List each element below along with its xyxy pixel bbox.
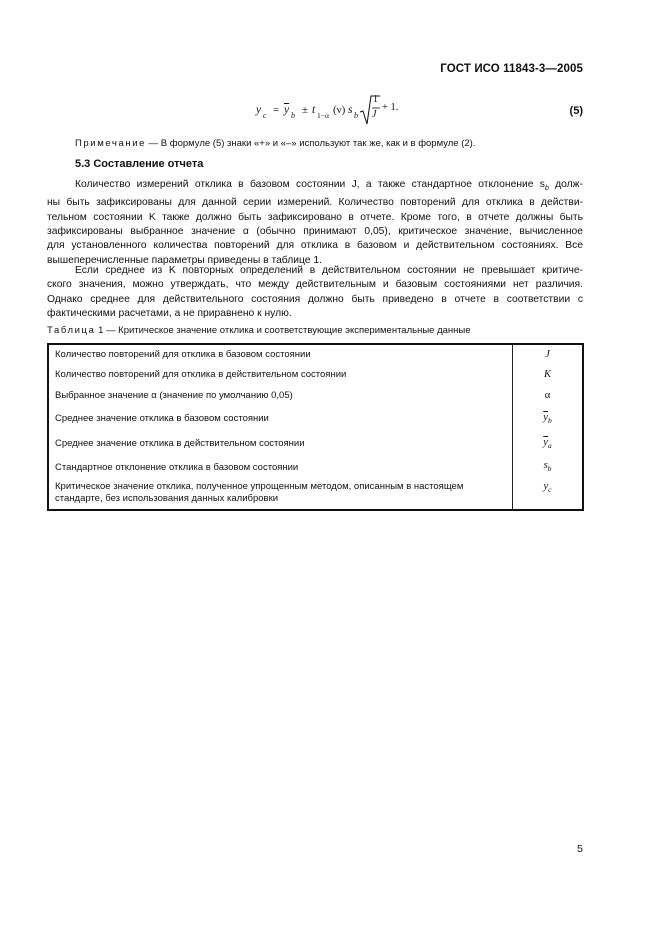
table-row xyxy=(48,478,583,510)
table-cell-symbol: $\overline{y}_b$ xyxy=(513,406,584,431)
formula-t: t xyxy=(312,104,316,116)
note xyxy=(75,138,475,149)
table-cell-desc: Критическое значение отклика, полученное упрощенным методом, описанным в настоящем стандарте, без использования данных калибровки xyxy=(48,478,513,510)
formula-eq: = xyxy=(273,104,280,116)
table-cell-desc: Количество повторений для отклика в базовом состоянии xyxy=(48,344,513,364)
paragraph-line: зафиксированы выбранное значение α (обычно принимают 0,05), критическое значение, вычисленное xyxy=(47,225,583,237)
paragraph-line: тельном состоянии K также должно быть зафиксировано в отчете. Кроме того, в отчете должны быть xyxy=(47,211,583,223)
formula-den: J xyxy=(372,109,377,120)
table-cell-desc: Стандартное отклонение отклика в базовом состоянии xyxy=(48,456,513,478)
formula-sub-b: b xyxy=(291,111,295,120)
table-row xyxy=(48,456,583,478)
note-label: Примечание xyxy=(75,138,146,149)
paragraph-line: Если среднее из K повторных определений в действительном состоянии не превышает критиче- xyxy=(75,265,583,276)
paragraph-line: Количество измерений отклика в базовом состоянии J, а также стандартное отклонение $s_b$ долж- xyxy=(75,179,583,193)
table-cell-desc: Среднее значение отклика в действительном состоянии xyxy=(48,431,513,456)
table-caption-text: 1 — Критическое значение отклика и соответствующие экспериментальные данные xyxy=(95,325,471,336)
formula-s: s xyxy=(348,104,353,116)
paragraph-line: ского значения, можно утверждать, что между действительным и базовым состояниями нет различия. xyxy=(47,279,583,291)
formula-sub-s: b xyxy=(354,111,358,120)
formula-plus-one: + 1. xyxy=(382,102,399,113)
table-cell-symbol: $\overline{y}_a$ xyxy=(513,431,584,456)
formula-pm: ± xyxy=(302,104,309,116)
page-number: 5 xyxy=(577,843,583,855)
table-cell-symbol: K xyxy=(513,364,584,384)
formula-sub-t: 1−α xyxy=(317,111,329,120)
paragraph-line: вышеперечисленные параметры приведены в таблице 1. xyxy=(47,254,322,266)
section-title: 5.3 Составление отчета xyxy=(75,158,204,170)
paragraph-2 xyxy=(47,264,583,321)
paragraph-line: ны быть зафиксированы для данной серии измерений. Количество повторений для отклика в действи- xyxy=(47,197,583,209)
table-cell-symbol: J xyxy=(513,344,584,364)
table-cell-desc: Количество повторений для отклика в действительном состоянии xyxy=(48,364,513,384)
formula-sub-c: c xyxy=(263,111,267,120)
standard-header: ГОСТ ИСО 11843-3—2005 xyxy=(440,63,583,75)
table-row xyxy=(48,406,583,431)
paragraph-1 xyxy=(47,178,583,268)
paragraph-line: для установленного количества повторений для отклика в базовом и действительном состояниях. Все xyxy=(47,240,583,252)
formula-num: 1 xyxy=(373,94,378,105)
table-row xyxy=(48,364,583,384)
note-text: — В формуле (5) знаки «+» и «–» используют так же, как и в формуле (2). xyxy=(146,138,476,149)
table-caption-label: Таблица xyxy=(47,325,96,336)
formula-ybar: $\overline{y}$ xyxy=(284,104,290,116)
paragraph-line: Однако среднее для действительного состояния должно быть приведено в отчете в соответствии с xyxy=(47,293,583,305)
table-cell-desc: Выбранное значение α (значение по умолчанию 0,05) xyxy=(48,384,513,406)
formula-nu: (ν) xyxy=(333,104,346,116)
table-caption xyxy=(47,325,471,336)
critical-value-table xyxy=(47,343,584,511)
formula-y: y xyxy=(256,104,262,116)
table-cell-desc: Среднее значение отклика в базовом состоянии xyxy=(48,406,513,431)
equation-number: (5) xyxy=(569,105,583,117)
table-cell-symbol: α xyxy=(513,384,584,406)
table-row xyxy=(48,384,583,406)
paragraph-line: фактическими расчетами, а не приравнено к нулю. xyxy=(47,307,292,319)
table-row xyxy=(48,431,583,456)
table-cell-symbol: $s_b$ xyxy=(513,456,584,478)
table-row xyxy=(48,344,583,364)
table-cell-symbol: $y_c$ xyxy=(513,478,584,510)
